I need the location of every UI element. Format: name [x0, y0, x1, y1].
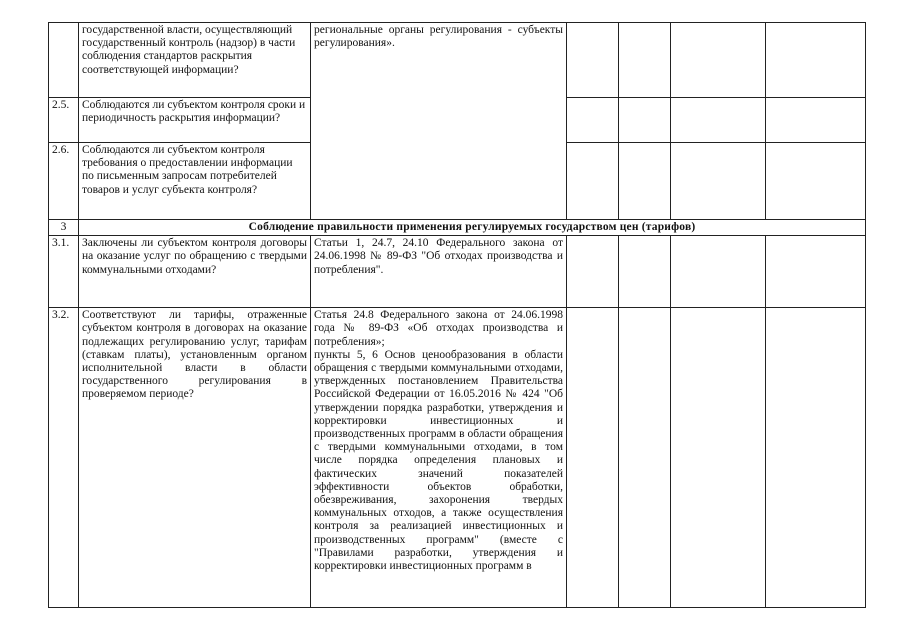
- table-row: [49, 308, 866, 608]
- answer-yes-cell: [567, 236, 619, 308]
- legal-reference-cell: [311, 308, 567, 608]
- legal-reference-text: Статьи 1, 24.7, 24.10 Федерального закона от 24.06.1998 № 89-ФЗ "Об отходах производства и потребления".: [314, 237, 563, 276]
- table-row: [49, 236, 866, 308]
- question-cell: государственной власти, осуществляющий государственный контроль (надзор) в части соблюдения стандартов раскрытия соответствующей информации?: [79, 23, 311, 98]
- legal-reference-cell: [311, 23, 567, 220]
- note-cell: [766, 236, 866, 308]
- row-number: 2.6.: [49, 143, 79, 220]
- checklist-table: [48, 22, 866, 608]
- row-number: 2.5.: [49, 98, 79, 143]
- section-title: Соблюдение правильности применения регулируемых государством цен (тарифов): [79, 220, 866, 236]
- row-number: [49, 23, 79, 98]
- answer-na-cell: [671, 236, 766, 308]
- note-cell: [766, 143, 866, 220]
- answer-na-cell: [671, 98, 766, 143]
- question-cell: Заключены ли субъектом контроля договоры на оказание услуг по обращению с твердыми коммунальными отходами?: [79, 236, 311, 308]
- answer-yes-cell: [567, 98, 619, 143]
- answer-no-cell: [619, 308, 671, 608]
- answer-no-cell: [619, 236, 671, 308]
- answer-yes-cell: [567, 143, 619, 220]
- note-cell: [766, 98, 866, 143]
- note-cell: [766, 23, 866, 98]
- row-number: 3.2.: [49, 308, 79, 608]
- answer-na-cell: [671, 143, 766, 220]
- answer-yes-cell: [567, 23, 619, 98]
- answer-no-cell: [619, 143, 671, 220]
- answer-yes-cell: [567, 308, 619, 608]
- legal-reference-text: Статья 24.8 Федерального закона от 24.06.1998 года № 89-ФЗ «Об отходах производства и потребления»;: [314, 309, 563, 348]
- answer-na-cell: [671, 23, 766, 98]
- legal-reference-cell: [311, 236, 567, 308]
- table-row: [49, 23, 866, 98]
- question-cell: Соблюдаются ли субъектом контроля требования о предоставлении информации по письменным запросам потребителей товаров и услуг субъекта контроля?: [79, 143, 311, 220]
- answer-na-cell: [671, 308, 766, 608]
- question-cell: Соблюдаются ли субъектом контроля сроки и периодичность раскрытия информации?: [79, 98, 311, 143]
- legal-reference-text: региональные органы регулирования - субъекты регулирования».: [314, 24, 563, 50]
- answer-no-cell: [619, 23, 671, 98]
- row-number: 3.1.: [49, 236, 79, 308]
- section-header-row: [49, 220, 866, 236]
- note-cell: [766, 308, 866, 608]
- section-number: 3: [49, 220, 79, 236]
- question-cell: Соответствуют ли тарифы, отраженные субъектом контроля в договорах на оказание подлежащих регулированию услуг, тарифам (ставкам платы), установленным органом исполнительной власти в области государственного регулирования в проверяемом периоде?: [79, 308, 311, 608]
- answer-no-cell: [619, 98, 671, 143]
- legal-reference-text: пункты 5, 6 Основ ценообразования в области обращения с твердыми коммунальными отходами, утвержденных постановлением Правительства Российской Федерации от 16.05.2016 № 424 "Об утверждении порядка разработки, утверждения и корректировки инвестиционных и производственных программ в области обращения с твердыми коммунальными отходами, в том числе порядка определения плановых и фактических значений показателей эффективности объектов обработки, обезвреживания, захоронения твердых коммунальных отходов, а также осуществления контроля за реализацией инвестиционных и производственных программ" (вместе с "Правилами разработки, утверждения и корректировки инвестиционных программ в: [314, 348, 563, 573]
